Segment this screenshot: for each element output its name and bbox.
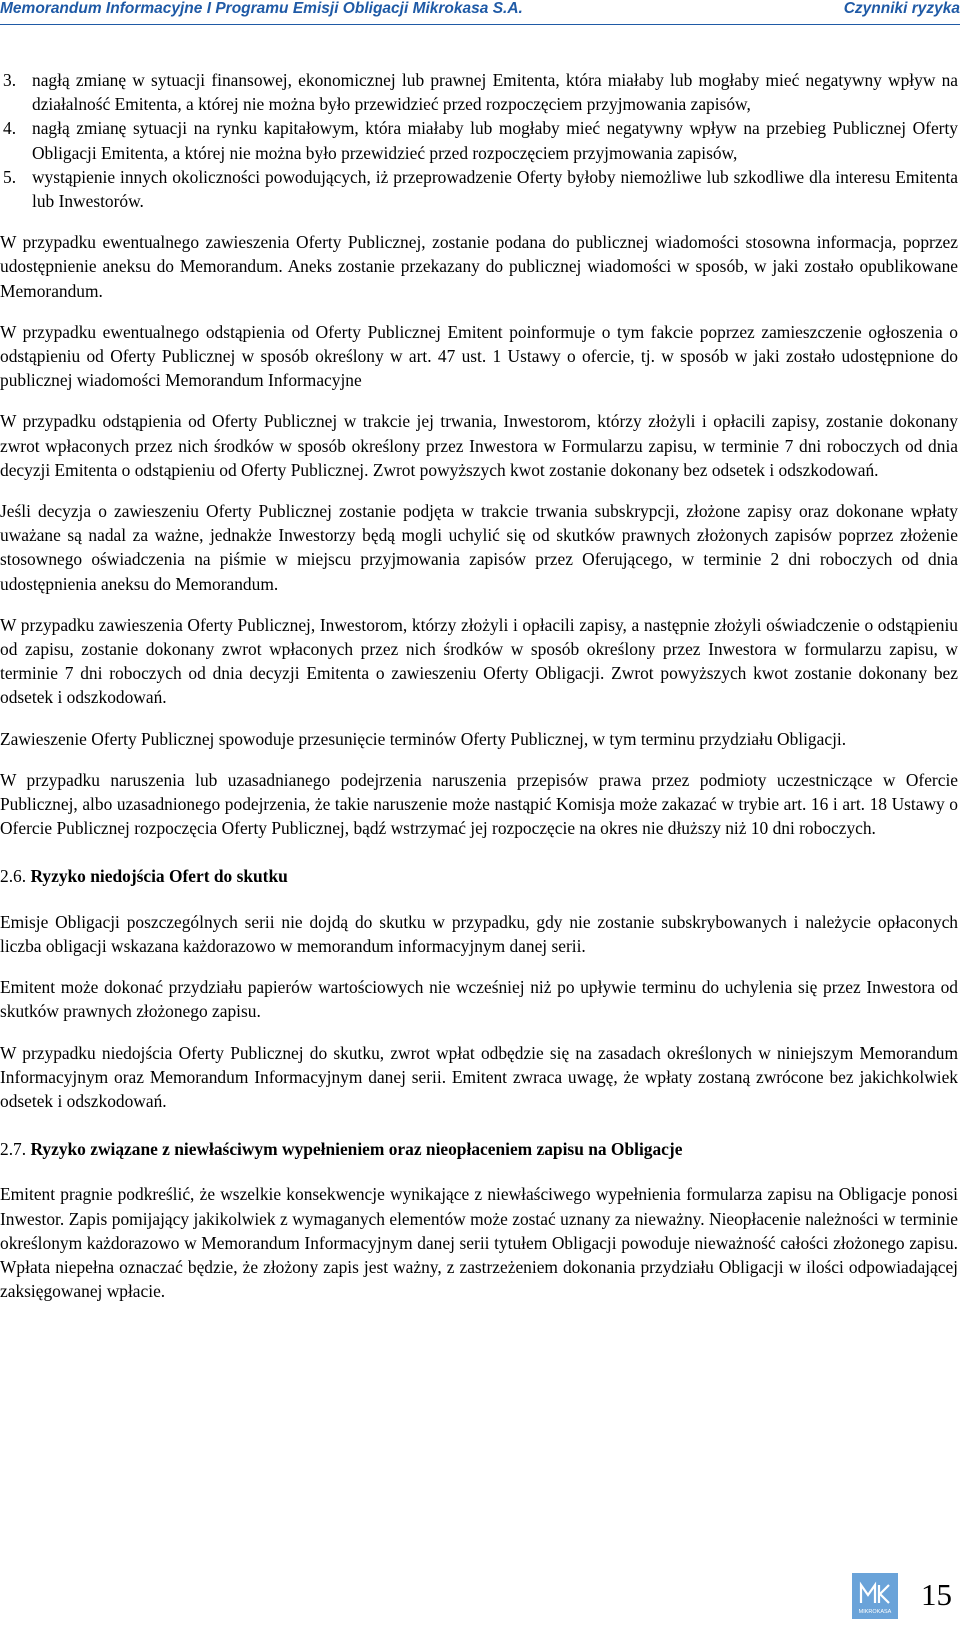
section-number: 2.7. xyxy=(0,1139,27,1160)
section-heading-2-7 xyxy=(0,1137,958,1161)
paragraph-withdrawal-notice: W przypadku ewentualnego odstąpienia od Oferty Publicznej Emitent poinformuje o tym fakcie poprzez zamieszczenie ogłoszenia o odstąpieniu od Oferty Publicznej w sposób określony w art. 47 ust. 1 Ustawy o ofercie, tj. w sposób w jaki zostało udostępnione do publicznej wiadomości Memorandum Informacyjne xyxy=(0,321,958,391)
section-heading-2-6 xyxy=(0,864,958,888)
mikrokasa-logo-mark xyxy=(852,1573,898,1619)
paragraph-suspension-refund: W przypadku zawieszenia Oferty Publicznej, Inwestorom, którzy złożyli i opłacili zapisy, a następnie złożyli oświadczenie o odstąpieniu od zapisu, zostanie dokonany zwrot wpłaconych przez nich środków w sposób określony przez Inwestora w formularzu zapisu, w terminie 7 dni roboczych od dnia decyzji Emitenta o zawieszeniu Oferty Obligacji. Zwrot powyższych kwot zostanie dokonany bez odsetek i odszkodowań. xyxy=(0,614,958,708)
header-document-title: Memorandum Informacyjne I Programu Emisji Obligacji Mikrokasa S.A. xyxy=(0,0,523,17)
list-item xyxy=(0,68,958,116)
section-number: 2.6. xyxy=(0,866,27,887)
page-header xyxy=(0,0,960,22)
section-title: Ryzyko związane z niewłaściwym wypełnieniem oraz nieopłaceniem zapisu na Obligacje xyxy=(30,1139,683,1160)
list-item-number: 4. xyxy=(3,118,17,139)
list-item-text: nagłą zmianę sytuacji na rynku kapitałowym, która miałaby lub mogłaby mieć negatywny wpływ na przebieg Publicznej Oferty Obligacji Emitenta, a której nie można było przewidzieć przed rozpoczęciem przyjmowania zapisów, xyxy=(32,118,958,163)
list-item-text: wystąpienie innych okoliczności powodujących, iż przeprowadzenie Oferty byłoby niemożliwe lub szkodliwe dla interesu Emitenta lub Inwestorów. xyxy=(32,166,958,212)
paragraph: W przypadku niedojścia Oferty Publicznej do skutku, zwrot wpłat odbędzie się na zasadach określonych w niniejszym Memorandum Informacyjnym oraz Memorandum Informacyjnym danej serii. Emitent zwraca uwagę, że wpłaty zostaną zwrócone bez jakichkolwiek odsetek i odszkodowań. xyxy=(0,1042,958,1111)
logo-wordmark: MIKROKASA xyxy=(858,1609,892,1615)
list-item xyxy=(0,165,958,213)
mikrokasa-logo xyxy=(852,1573,898,1619)
list-item-text: nagłą zmianę w sytuacji finansowej, ekonomicznej lub prawnej Emitenta, która miałaby lub mogłaby mieć negatywny wpływ na działalność Emitenta, a której nie można było przewidzieć przed rozpoczęciem przyjmowania zapisów, xyxy=(32,70,958,115)
header-divider xyxy=(0,24,960,25)
page-number: 15 xyxy=(921,1577,952,1612)
paragraph: Emitent pragnie podkreślić, że wszelkie konsekwencje wynikające z niewłaściwego wypełnienia formularza zapisu na Obligacje ponosi Inwestor. Zapis pomijający jakikolwiek z wymaganych elementów może zostać uznany za nieważny. Nieopłacenie należności w terminie określonym każdorazowo w Memorandum Informacyjnym danej serii tytułem Obligacji powoduje nieważność całości złożonego zapisu. Wpłata niepełna oznaczać będzie, że złożony zapis jest ważny, z zastrzeżeniem dokonania przydziału Obligacji w ilości odpowiadającej zaksięgowanej wpłacie. xyxy=(0,1184,958,1302)
paragraph-commission-ban: W przypadku naruszenia lub uzasadnianego podejrzenia naruszenia przepisów prawa przez podmioty uczestniczące w Ofercie Publicznej, albo uzasadnionego podejrzenia, że takie naruszenie może nastąpić Komisja może zakazać w trybie art. 16 i art. 18 Ustawy o Ofercie Publicznej rozpoczęcia Oferty Publicznej, bądź wstrzymać jej rozpoczęcie na okres nie dłuższy niż 10 dni roboczych. xyxy=(0,769,958,839)
list-item-number: 5. xyxy=(3,166,17,187)
page-content xyxy=(0,68,958,1303)
paragraph: Emitent może dokonać przydziału papierów wartościowych nie wcześniej niż po upływie terminu do uchylenia się przez Inwestora od skutków prawnych złożonego zapisu. xyxy=(0,977,958,1022)
list-item-number: 3. xyxy=(3,70,17,90)
paragraph-suspension-decision: Jeśli decyzja o zawieszeniu Oferty Publicznej zostanie podjęta w trakcie trwania subskrypcji, złożone zapisy oraz dokonane wpłaty uważane są nadal za ważne, jednakże Inwestorzy będą mogli uchylić się od skutków prawnych złożonych zapisów poprzez złożenie stosownego oświadczenia na piśmie w miejscu przyjmowania zapisów przez Oferującego, w terminie 2 dni roboczych od dnia udostępnienia aneksu do Memorandum. xyxy=(0,501,958,594)
header-section-title: Czynniki ryzyka xyxy=(843,0,960,17)
paragraph: Emisje Obligacji poszczególnych serii nie dojdą do skutku w przypadku, gdy nie zostanie subskrybowanych i należycie opłaconych liczba obligacji wskazana każdorazowo w memorandum informacyjnym danej serii. xyxy=(0,911,958,956)
paragraph-suspension-notice: W przypadku ewentualnego zawieszenia Oferty Publicznej, zostanie podana do publicznej wiadomości stosowna informacja, poprzez udostępnienie aneksu do Memorandum. Aneks zostanie przekazany do publicznej wiadomości w sposób, w jaki zostało opublikowane Memorandum. xyxy=(0,232,958,301)
paragraph-schedule-shift: Zawieszenie Oferty Publicznej spowoduje przesunięcie terminów Oferty Publicznej, w tym terminu przydziału Obligacji. xyxy=(0,728,847,749)
paragraph-withdrawal-refund: W przypadku odstąpienia od Oferty Publicznej w trakcie jej trwania, Inwestorom, którzy złożyli i opłacili zapisy, zostanie dokonany zwrot wpłaconych przez nich środków w sposób określony przez Inwestora w Formularzu zapisu, w terminie 7 dni roboczych od dnia decyzji Emitenta o odstąpieniu od Oferty Publicznej. Zwrot powyższych kwot zostanie dokonany bez odsetek i odszkodowań. xyxy=(0,411,958,480)
list-item xyxy=(0,116,958,164)
section-title: Ryzyko niedojścia Ofert do skutku xyxy=(30,866,288,887)
